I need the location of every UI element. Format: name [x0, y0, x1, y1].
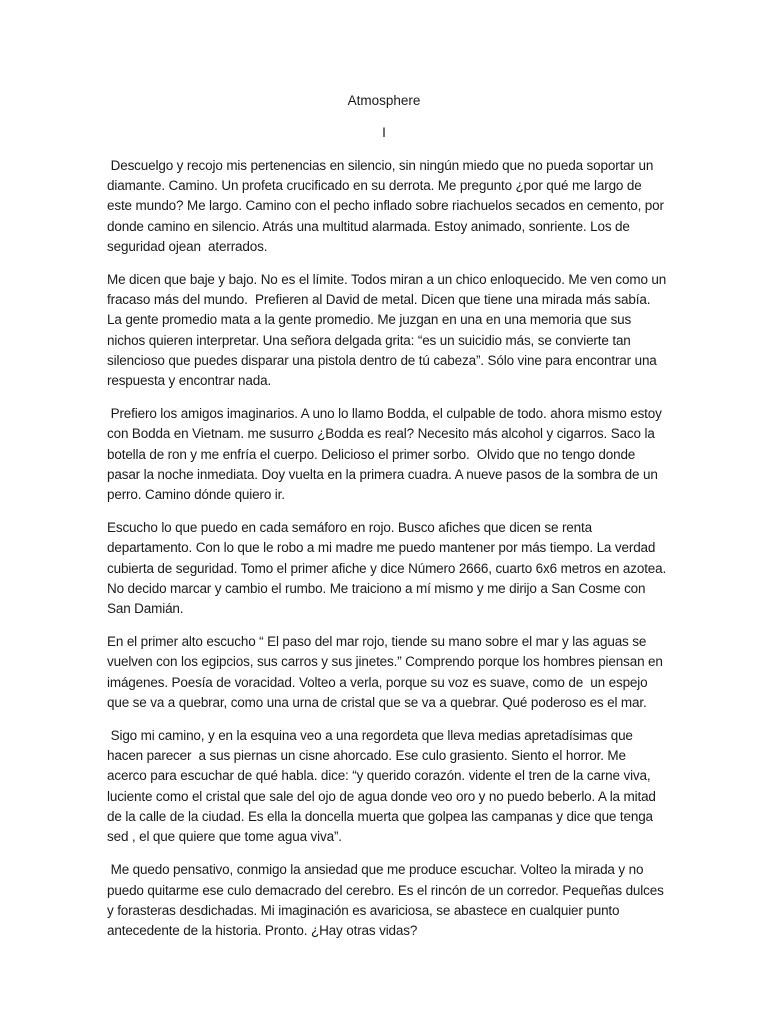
paragraph: Sigo mi camino, y en la esquina veo a una regordeta que lleva medias apretadísimas que hacen parecer a sus piernas un cisne ahorcado. Ese culo grasiento. Siento el horror. Me acerco para escuchar de qué habla. dice: “y querido corazón. vidente el tren de la carne viva, luciente como el cristal que sale del ojo de agua donde veo oro y no puedo beberlo. A la mitad de la calle de la ciudad. Es ella la doncella muerta que golpea las campanas y dice que tenga sed , el que quiere que tome agua viva”. [107, 728, 660, 845]
document-title: Atmosphere [347, 93, 421, 108]
paragraph: Me quedo pensativo, conmigo la ansiedad que me produce escuchar. Volteo la mirada y no puedo quitarme ese culo demacrado del cerebro. Es el rincón de un corredor. Pequeñas dulces y forasteras desdichadas. Mi imaginación es avariciosa, se abastece en cualquier punto antecedente de la historia. Pronto. ¿Hay otras vidas? [107, 862, 668, 938]
paragraph: Escucho lo que puedo en cada semáforo en rojo. Busco afiches que dicen se renta departamento. Con lo que le robo a mi madre me puedo mantener por más tiempo. La verdad cubierta de seguridad. Tomo el primer afiche y dice Número 2666, cuarto 6x6 metros en azotea. No decido marcar y cambio el rumbo. Me traiciono a mí mismo y me dirijo a San Cosme con San Damián. [107, 520, 670, 617]
document-body [107, 156, 670, 954]
paragraph: Prefiero los amigos imaginarios. A uno lo llamo Bodda, el culpable de todo. ahora mismo estoy con Bodda en Vietnam. me susurro ¿Bodda es real? Necesito más alcohol y cigarros. Saco la botella de ron y me enfría el cuerpo. Delicioso el primer sorbo. Olvido que no tengo donde pasar la noche inmediata. Doy vuelta en la primera cuadra. A nueve pasos de la sombra de un perro. Camino dónde quiero ir. [107, 406, 666, 503]
paragraph: En el primer alto escucho “ El paso del mar rojo, tiende su mano sobre el mar y las aguas se vuelven con los egipcios, sus carros y sus jinetes.” Comprendo porque los hombres piensan en imágenes. Poesía de voracidad. Volteo a verla, porque su voz es suave, como de un espejo que se va a quebrar, como una urna de cristal que se va a quebrar. Qué poderoso es el mar. [107, 634, 667, 710]
paragraph: Me dicen que baje y bajo. No es el límite. Todos miran a un chico enloquecido. Me ven como un fracaso más del mundo. Prefieren al David de metal. Dicen que tiene una mirada más sabía. La gente promedio mata a la gente promedio. Me juzgan en una en una memoria que sus nichos quieren interpretar. Una señora delgada grita: “es un suicidio más, se convierte tan silencioso que puedes disparar una pistola dentro de tú cabeza”. Sólo vine para encontrar una respuesta y encontrar nada. [107, 272, 670, 389]
paragraph: Descuelgo y recojo mis pertenencias en silencio, sin ningún miedo que no pueda soportar un diamante. Camino. Un profeta crucificado en su derrota. Me pregunto ¿por qué me largo de este mundo? Me largo. Camino con el pecho inflado sobre riachuelos secados en cemento, por donde camino en silencio. Atrás una multitud alarmada. Estoy animado, sonriente. Los de seguridad ojean aterrados. [107, 158, 668, 254]
section-heading: I [382, 125, 386, 140]
